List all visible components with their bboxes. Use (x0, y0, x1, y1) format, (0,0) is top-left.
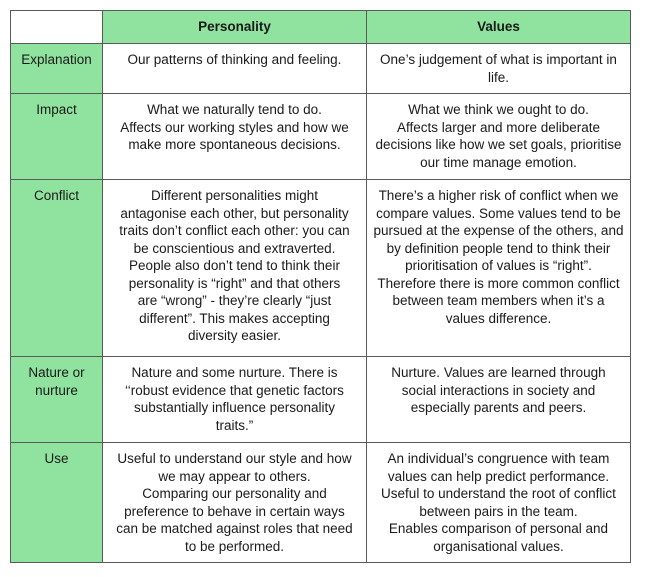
text-line: can be matched against roles that need (116, 521, 353, 536)
text-line: be conscientious and extraverted. (133, 240, 336, 256)
row-label-conflict-text (17, 187, 96, 205)
row-label-nature-or-nurture-text (17, 364, 96, 399)
comparison-table (10, 10, 631, 563)
text-line: especially parents and peers. (410, 400, 587, 415)
header-values: Values (367, 11, 631, 44)
comparison-table-wrapper (10, 10, 631, 563)
text-line: Useful to understand our style and how (117, 451, 352, 466)
row-label-conflict (11, 180, 103, 357)
values-cell-impact-text (373, 101, 624, 171)
text-line: There’s a higher risk of conflict when we (378, 188, 619, 203)
text-line: ‘‘robust evidence that genetic factors (125, 382, 344, 398)
personality-cell-nature-or-nurture-text (109, 364, 360, 434)
text-line: What we think we ought to do. (408, 102, 589, 117)
personality-cell-nature-or-nurture (103, 357, 367, 443)
text-line: life. (487, 69, 509, 85)
personality-cell-conflict-text (109, 187, 360, 345)
table-row-use (11, 443, 631, 563)
text-line: Affects our working styles and how we (120, 119, 349, 135)
text-line: prioritisation of values is “right”. (405, 258, 592, 273)
table-row-impact (11, 94, 631, 180)
text-line: Nature or (28, 365, 85, 380)
corner-cell (11, 11, 103, 44)
values-cell-impact (367, 94, 631, 180)
text-line: Comparing our personality and (142, 486, 327, 501)
text-line: decisions like how we set goals, prioritise (375, 137, 622, 152)
text-line: organisational values. (433, 538, 564, 554)
text-line: traits.” (215, 417, 254, 433)
text-line: we may appear to others. (158, 468, 311, 484)
text-line: by definition people tend to think their (386, 240, 611, 256)
values-cell-use-text (373, 450, 624, 555)
personality-cell-impact (103, 94, 367, 180)
text-line: Impact (36, 102, 77, 117)
personality-cell-explanation (103, 44, 367, 94)
text-line: between team members when it’s a (392, 293, 605, 308)
text-line: Nurture. Values are learned through (391, 365, 606, 380)
text-line: Useful to understand the root of conflict (381, 486, 616, 501)
text-line: nurture (35, 382, 78, 398)
text-line: make more spontaneous decisions. (128, 137, 341, 152)
personality-cell-conflict (103, 180, 367, 357)
text-line: Affects larger and more deliberate (396, 119, 601, 135)
text-line: antagonise each other, but personality (120, 205, 349, 221)
text-line: pursued at the expense of the others, and (373, 223, 624, 238)
text-line: Use (44, 451, 69, 466)
text-line: social interactions in society and (401, 382, 596, 398)
row-label-impact (11, 94, 103, 180)
values-cell-use (367, 443, 631, 563)
personality-cell-impact-text (109, 101, 360, 154)
text-line: Therefore there is more common conflict (377, 275, 620, 291)
text-line: to be performed. (184, 538, 285, 554)
text-line: An individual’s congruence with team (387, 451, 610, 466)
text-line: traits don’t conflict each other: you can (119, 223, 350, 238)
text-line: Enables comparison of personal and (388, 521, 609, 536)
table-row-conflict (11, 180, 631, 357)
text-line: People also don’t tend to think their (129, 258, 340, 273)
row-label-use-text (17, 450, 96, 468)
personality-cell-use-text (109, 450, 360, 555)
text-line: values can help predict performance. (387, 468, 610, 484)
text-line: Nature and some nurture. There is (131, 365, 338, 380)
text-line: One’s judgement of what is important in (380, 52, 617, 67)
table-row-nature-or-nurture (11, 357, 631, 443)
text-line: Conflict (33, 188, 79, 203)
text-line: compare values. Some values tend to be (376, 205, 621, 221)
text-line: What we naturally tend to do. (147, 102, 322, 117)
text-line: substantially influence personality (133, 400, 336, 415)
text-line: Different personalities might (150, 188, 319, 203)
text-line: preference to behave in certain ways (124, 503, 345, 519)
row-label-explanation (11, 44, 103, 94)
personality-cell-use (103, 443, 367, 563)
row-label-impact-text (17, 101, 96, 119)
text-line: personality is “right” and that others (128, 275, 341, 291)
values-cell-nature-or-nurture (367, 357, 631, 443)
values-cell-explanation (367, 44, 631, 94)
text-line: between pairs in the team. (419, 503, 578, 519)
values-cell-conflict (367, 180, 631, 357)
values-cell-nature-or-nurture-text (373, 364, 624, 417)
values-cell-explanation-text (373, 51, 624, 86)
row-label-nature-or-nurture (11, 357, 103, 443)
text-line: values difference. (445, 310, 552, 326)
header-personality: Personality (103, 11, 367, 44)
text-line: Explanation (21, 52, 92, 67)
header-row (11, 11, 631, 44)
personality-cell-explanation-text (109, 51, 360, 69)
row-label-use (11, 443, 103, 563)
text-line: Our patterns of thinking and feeling. (127, 52, 342, 67)
text-line: are “wrong” - they’re clearly “just (137, 293, 332, 308)
text-line: different”. This makes accepting (139, 310, 330, 326)
text-line: our time manage emotion. (420, 154, 577, 170)
values-cell-conflict-text (373, 187, 624, 327)
table-row-explanation (11, 44, 631, 94)
row-label-explanation-text (17, 51, 96, 69)
text-line: diversity easier. (187, 328, 282, 343)
